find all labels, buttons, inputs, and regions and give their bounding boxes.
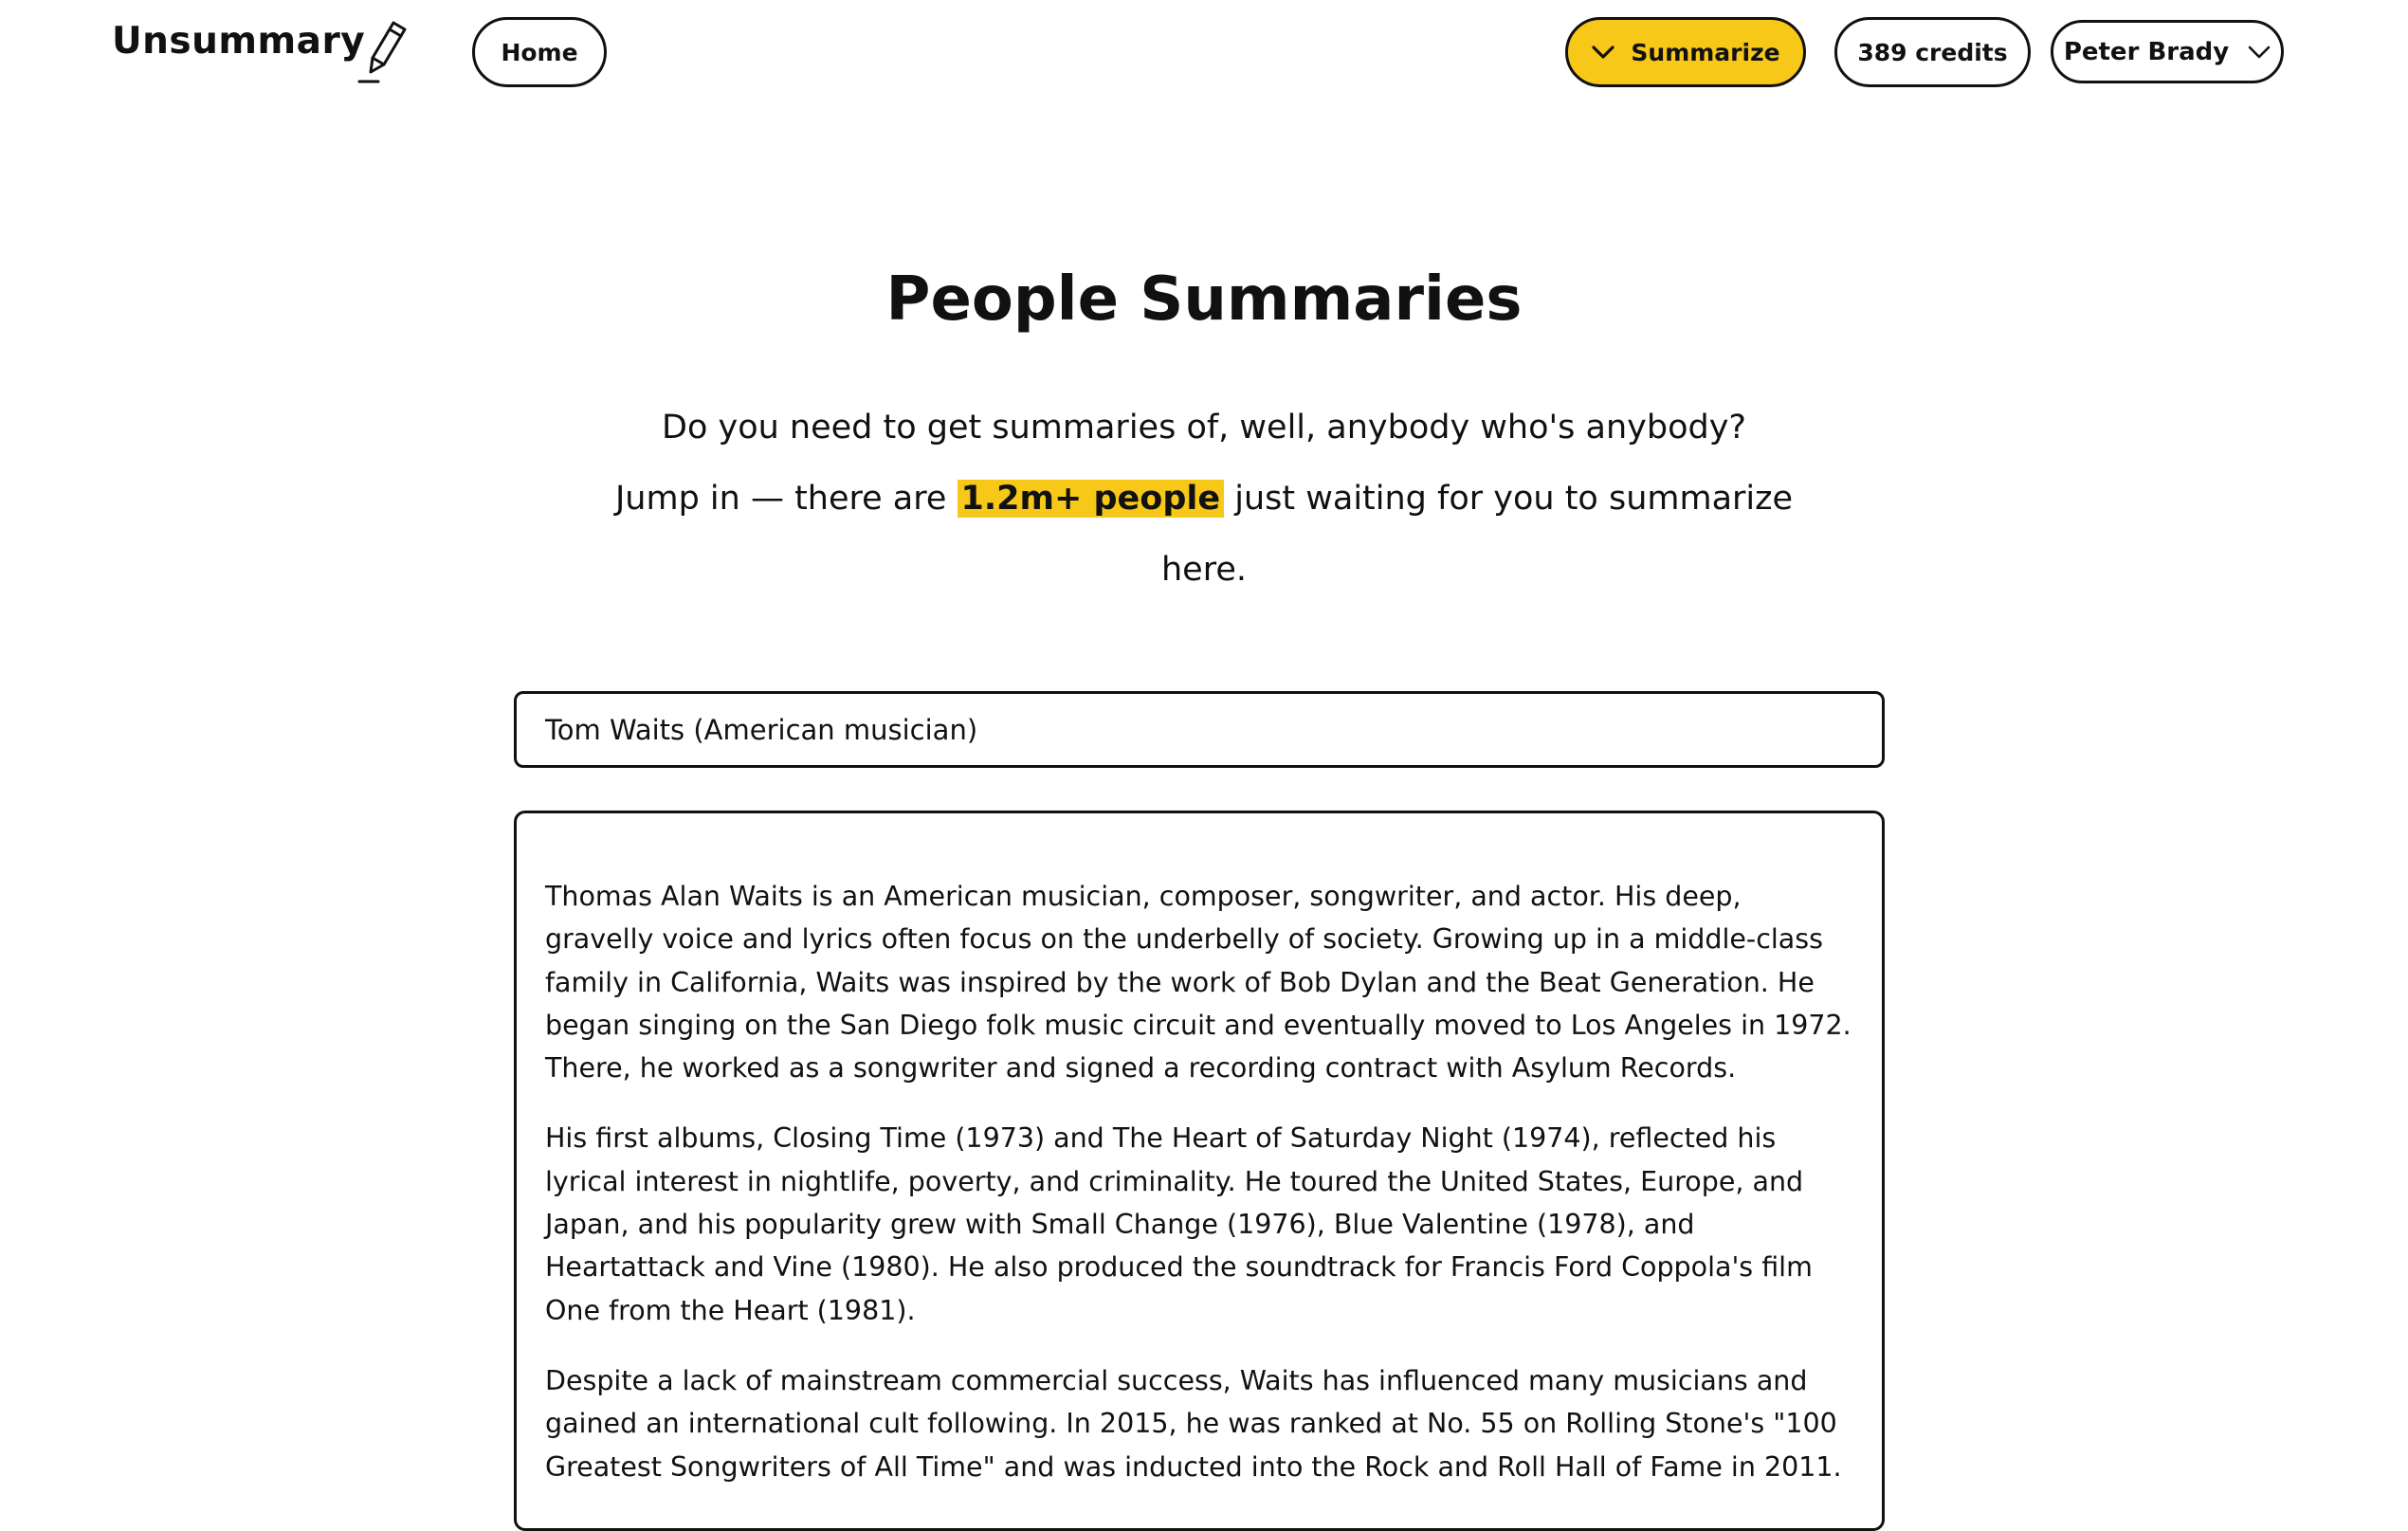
pencil-icon (357, 19, 410, 85)
top-navigation-bar (0, 0, 2408, 104)
chevron-down-icon (1591, 45, 1615, 60)
people-count-highlight: 1.2m+ people (958, 480, 1225, 518)
home-button-label: Home (501, 38, 578, 66)
home-button[interactable] (472, 17, 607, 87)
summary-paragraph: Despite a lack of mainstream commercial success, Waits has influenced many musicians and gained an international cult following. In 2015, he was ranked at No. 55 on Rolling Stone's "100 Greatest Songwriters of All Time" and was inducted into the Rock and Roll Hall of Fame in 2011. (545, 1364, 1842, 1483)
intro-after-highlight: just waiting for you to summarize here. (1161, 480, 1794, 589)
summary-card (514, 811, 1885, 1531)
logo-link[interactable] (112, 17, 410, 85)
page-title: People Summaries (885, 264, 1523, 335)
user-menu-button[interactable] (2051, 20, 2284, 83)
intro-line-1: Do you need to get summaries of, well, anybody who's anybody? (662, 409, 1746, 447)
summary-paragraph: His first albums, Closing Time (1973) and The Heart of Saturday Night (1974), reflected his lyrical interest in nightlife, poverty, and criminality. He toured the United States, Europe, and Japan, and his popularity grew with Small Change (1976), Blue Valentine (1978), and Heartattack and Vine (1980). He also produced the soundtrack for Francis Ford Coppola's film One from the Heart (1981). (545, 1122, 1813, 1326)
chevron-down-icon (2248, 46, 2271, 59)
person-search-input[interactable] (514, 691, 1885, 768)
intro-before-highlight: Jump in — there are (614, 480, 958, 518)
summary-paragraph: Thomas Alan Waits is an American musician, composer, songwriter, and actor. His deep, gravelly voice and lyrics often focus on the underbelly of society. Growing up in a middle-class family in California, Waits was inspired by the work of Bob Dylan and the Beat Generation. He began singing on the San Diego folk music circuit and eventually moved to Los Angeles in 1972. There, he worked as a songwriter and signed a recording contract with Asylum Records. (545, 881, 1852, 1084)
user-name: Peter Brady (2063, 37, 2230, 66)
intro-text (588, 392, 1820, 606)
logo-text: Unsummary (112, 20, 366, 63)
credits-badge[interactable] (1834, 17, 2031, 87)
credits-label: 389 credits (1857, 38, 2008, 66)
summarize-button[interactable] (1565, 17, 1806, 87)
summarize-button-label: Summarize (1631, 38, 1780, 66)
